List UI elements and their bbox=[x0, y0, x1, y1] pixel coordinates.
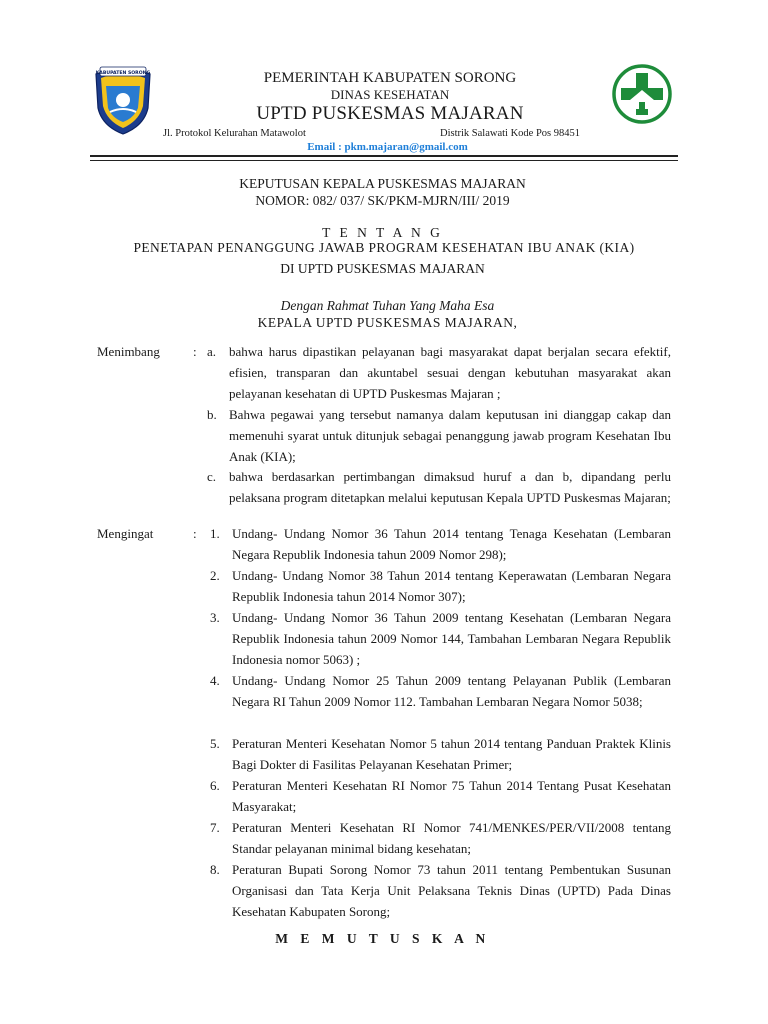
mengingat-item-text: Undang- Undang Nomor 36 Tahun 2009 tentang Kesehatan (Lembaran Negara Republik Indonesia tahun 2009 Nomor 144, Tambahan Lembaran Negara Republik Indonesia nomor 5063) ; bbox=[232, 610, 671, 667]
decree-subject: PENETAPAN PENANGGUNG JAWAB PROGRAM KESEHATAN IBU ANAK (KIA) bbox=[133, 240, 635, 255]
menimbang-item-marker: a. bbox=[207, 344, 217, 359]
mengingat-item-text: Undang- Undang Nomor 38 Tahun 2014 tentang Keperawatan (Lembaran Negara Republik Indonesia tahun 2014 Nomor 307); bbox=[232, 568, 671, 604]
mengingat-item-text: Peraturan Menteri Kesehatan Nomor 5 tahun 2014 tentang Panduan Praktek Klinis Bagi Dokter di Fasilitas Pelayanan Kesehatan Primer; bbox=[232, 736, 671, 772]
mengingat-item-marker: 6. bbox=[210, 778, 220, 793]
mengingat-item-text: Undang- Undang Nomor 36 Tahun 2014 tentang Tenaga Kesehatan (Lembaran Negara Republik Indonesia tahun 2009 Nomor 298); bbox=[232, 526, 671, 562]
issuer-heading: KEPALA UPTD PUSKESMAS MAJARAN, bbox=[257, 315, 518, 330]
mengingat-item-marker: 4. bbox=[210, 673, 220, 688]
mengingat-label: Mengingat bbox=[97, 526, 154, 541]
menimbang-item-marker: b. bbox=[207, 407, 217, 422]
decree-subject-location: DI UPTD PUSKESMAS MAJARAN bbox=[280, 261, 485, 276]
menimbang-item-marker: c. bbox=[207, 469, 217, 484]
regency-emblem-logo bbox=[92, 64, 154, 136]
mengingat-item-marker: 8. bbox=[210, 862, 220, 877]
letterhead-district-postcode: Distrik Salawati Kode Pos 98451 bbox=[440, 128, 580, 139]
menimbang-label: Menimbang bbox=[97, 344, 160, 359]
letterhead-institution: UPTD PUSKESMAS MAJARAN bbox=[256, 103, 524, 124]
mengingat-item-marker: 2. bbox=[210, 568, 220, 583]
letterhead-email[interactable]: Email : pkm.majaran@gmail.com bbox=[307, 141, 468, 153]
mengingat-colon: : bbox=[193, 526, 197, 541]
menimbang-item-text: bahwa berdasarkan pertimbangan dimaksud huruf a dan b, dipandang perlu pelaksana program ditetapkan melalui keputusan Kepala UPTD Puskesmas Majaran; bbox=[229, 469, 671, 505]
mengingat-item-marker: 3. bbox=[210, 610, 220, 625]
mengingat-item-marker: 7. bbox=[210, 820, 220, 835]
menimbang-item-text: bahwa harus dipastikan pelayanan bagi masyarakat dapat berjalan secara efektif, efisien, transparan dan akuntabel sesuai dengan kebutuhan masyarakat akan pelayanan kesehatan di UPTD Puskesmas Majaran ; bbox=[229, 344, 671, 401]
mengingat-item-marker: 5. bbox=[210, 736, 220, 751]
letterhead-agency: DINAS KESEHATAN bbox=[330, 87, 450, 102]
regency-emblem-text: KABUPATEN SORONG bbox=[95, 71, 151, 76]
letterhead-divider-thick bbox=[90, 155, 678, 157]
mengingat-item-marker: 1. bbox=[210, 526, 220, 541]
decision-heading: M E M U T U S K A N bbox=[275, 931, 490, 946]
menimbang-colon: : bbox=[193, 344, 197, 359]
mengingat-item-text: Peraturan Menteri Kesehatan RI Nomor 741/MENKES/PER/VII/2008 tentang Standar pelayanan minimal bidang kesehatan; bbox=[232, 820, 671, 856]
letterhead-address: Jl. Protokol Kelurahan Matawolot bbox=[163, 128, 306, 139]
invocation: Dengan Rahmat Tuhan Yang Maha Esa bbox=[280, 298, 495, 313]
mengingat-item-text: Peraturan Bupati Sorong Nomor 73 tahun 2011 tentang Pembentukan Susunan Organisasi dan Tata Kerja Unit Pelaksana Teknis Dinas (UPTD) Pada Dinas Kesehatan Kabupaten Sorong; bbox=[232, 862, 671, 919]
menimbang-item-text: Bahwa pegawai yang tersebut namanya dalam keputusan ini dianggap cakap dan memenuhi syarat untuk ditunjuk sebagai penanggung jawab program Kesehatan Ibu Anak (KIA); bbox=[229, 407, 671, 464]
decree-number: NOMOR: 082/ 037/ SK/PKM-MJRN/III/ 2019 bbox=[255, 193, 510, 208]
mengingat-item-text: Peraturan Menteri Kesehatan RI Nomor 75 Tahun 2014 Tentang Pusat Kesehatan Masyarakat; bbox=[232, 778, 671, 814]
mengingat-item-text: Undang- Undang Nomor 25 Tahun 2009 tentang Pelayanan Publik (Lembaran Negara RI Tahun 2009 Nomor 112. Tambahan Lembaran Negara Nomor 5038; bbox=[232, 673, 671, 709]
decree-title: KEPUTUSAN KEPALA PUSKESMAS MAJARAN bbox=[239, 176, 526, 191]
letterhead-government: PEMERINTAH KABUPATEN SORONG bbox=[263, 70, 517, 86]
decree-about-heading: T E N T A N G bbox=[322, 225, 443, 240]
letterhead-divider-thin bbox=[90, 160, 678, 161]
